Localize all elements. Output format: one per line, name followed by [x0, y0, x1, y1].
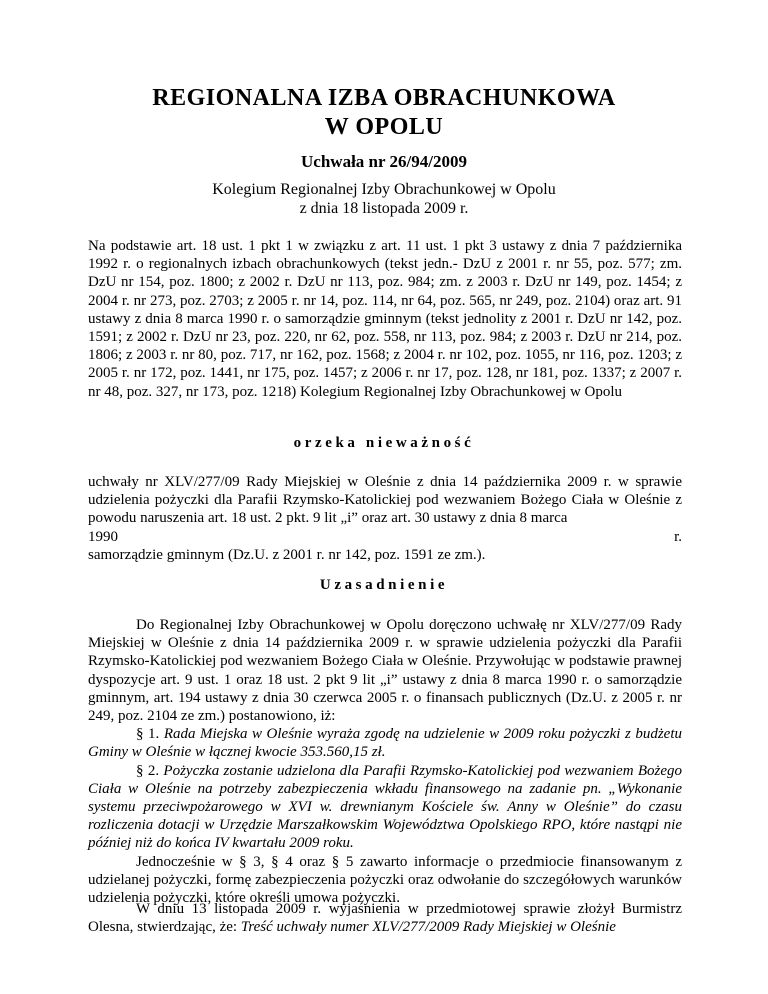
ruling-r: r.: [674, 528, 682, 545]
ruling-tail: samorządzie gminnym (Dz.U. z 2001 r. nr 142, poz. 1591 ze zm.).: [88, 546, 486, 563]
justification-body: [88, 616, 682, 907]
section-1-text: Rada Miejska w Oleśnie wyraża zgodę na udzielenie w 2009 roku pożyczki z budżetu Gminy w Oleśnie w łącznej kwocie 353.560,15 zł.: [88, 726, 683, 761]
justification-para-3: Jednocześnie w § 3, § 4 oraz § 5 zawarto informacje o przedmiocie finansowanym z udzielanej pożyczki, formę zabezpieczenia pożyczki oraz odwołanie do szczegółowych warunków udzielenia pożyczki, które określi umowa pożyczki.: [88, 853, 682, 907]
section-2-text: Pożyczka zostanie udzielona dla Parafii Rzymsko-Katolickiej pod wezwaniem Bożego Ciała w Oleśnie na potrzeby zabezpieczenia wkładu finansowego na zadanie pn. „Wykonanie systemu przeciwpożarowego w XVI w. drewnianym Kościele św. Anny w Oleśnie” do czasu rozliczenia dotacji w Urzędzie Marszałkowskim Województwa Opolskiego RPO, które nastąpi nie później niż do końca IV kwartału 2009 roku.: [88, 762, 683, 852]
resolution-date: z dnia 18 listopada 2009 r.: [299, 200, 469, 217]
org-name: REGIONALNA IZBA OBRACHUNKOWA: [152, 85, 616, 111]
org-location: W OPOLU: [324, 114, 444, 140]
resolution-title: Uchwała nr 26/94/2009: [301, 152, 467, 171]
justification-para-1: Do Regionalnej Izby Obrachunkowej w Opolu doręczono uchwałę nr XLV/277/09 Rady Miejskiej w Oleśnie z dnia 14 października 2009 r. w sprawie udzielenia pożyczki dla Parafii Rzymsko-Katolickiej pod wezwaniem Bożego Ciała w Oleśnie. Przywołując w podstawie prawnej dyspozycje art. 9 ust. 1 oraz 18 ust. 2 pkt 9 lit „i” ustawy z dnia 8 marca 1990 r. o samorządzie gminnym, art. 194 ustawy z dnia 30 czerwca 2005 r. o finansach publicznych (Dz.U. z 2005 r. nr 249, poz. 2104 ze zm.) postanowiono, iż:: [88, 617, 682, 725]
college-name: Kolegium Regionalnej Izby Obrachunkowej w Opolu: [212, 181, 556, 198]
section-1-number: § 1.: [136, 726, 160, 743]
resolution-issuer: [0, 180, 768, 218]
ruling-year: 1990: [88, 528, 118, 545]
ruling-main: uchwały nr XLV/277/09 Rady Miejskiej w Oleśnie z dnia 14 października 2009 r. w sprawie udzielenia pożyczki dla Parafii Rzymsko-Katolickiej pod wezwaniem Bożego Ciała w Oleśnie z powodu naruszenia art. 18 ust. 2 pkt. 9 lit „i” oraz art. 30 ustawy z dnia 8 marca: [88, 474, 682, 527]
para-4-text: W dniu 13 listopada 2009 r. wyjaśnienia w przedmiotowej sprawie złożył Burmistrz Olesna, stwierdzając, że:: [88, 901, 682, 936]
document-header: [0, 84, 768, 142]
legal-basis: Na podstawie art. 18 ust. 1 pkt 1 w związku z art. 11 ust. 1 pkt 3 ustawy z dnia 7 października 1992 r. o regionalnych izbach obrachunkowych (tekst jedn.- DzU z 2001 r. nr 55, poz. 577; zm. DzU nr 154, poz. 1800; z 2002 r. DzU nr 113, poz. 984; zm. z 2003 r. DzU nr 149, poz. 1454; z 2004 r. nr 273, poz. 2703; z 2005 r. nr 14, poz. 114, nr 64, poz. 565, nr 249, poz. 2104) oraz art. 91 ustawy z dnia 8 marca 1990 r. o samorządzie gminnym (tekst jednolity z 2001 r. DzU nr 142, poz. 1591; z 2002 r. DzU nr 23, poz. 220, nr 62, poz. 558, nr 113, poz. 984; z 2003 r. DzU nr 214, poz. 1806; z 2003 r. nr 80, poz. 717, nr 162, poz. 1568; z 2004 r. nr 102, poz. 1055, nr 116, poz. 1203; z 2005 r. nr 172, poz. 1441, nr 175, poz. 1457; z 2006 r. nr 17, poz. 128, nr 181, poz. 1337; z 2007 r. nr 48, poz. 327, nr 173, poz. 1218) Kolegium Regionalnej Izby Obrachunkowej w Opolu: [88, 238, 682, 400]
ruling-year-line: [88, 528, 682, 546]
ruling-text: [88, 473, 682, 564]
section-2-number: § 2.: [136, 762, 160, 779]
ruling-heading: orzeka nieważność: [293, 435, 475, 451]
paragraph-section-2: [88, 762, 682, 853]
paragraph-section-1: [88, 725, 682, 761]
para-4-quote: Treść uchwały numer XLV/277/2009 Rady Miejskiej w Oleśnie: [240, 919, 616, 936]
justification-heading: Uzasadnienie: [319, 577, 449, 593]
justification-para-4: [88, 900, 682, 936]
